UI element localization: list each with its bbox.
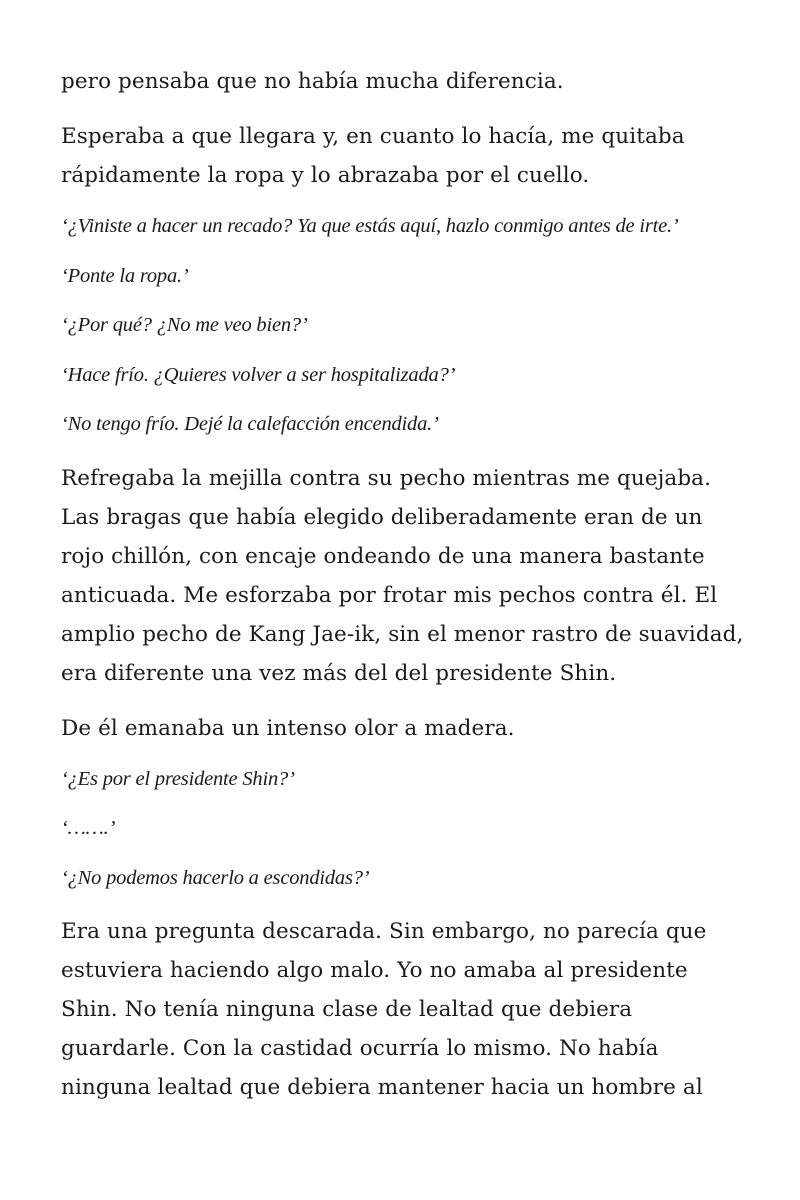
dialogue-line: ‘¿Por qué? ¿No me veo bien?’ <box>61 314 308 336</box>
dialogue-line: ‘…….’ <box>61 817 116 839</box>
dialogue-line: ‘¿No podemos hacerlo a escondidas?’ <box>61 866 370 889</box>
paragraph: pero pensaba que no había mucha diferencia. <box>61 69 564 94</box>
paragraph: Refregaba la mejilla contra su pecho mientras me quejaba. Las bragas que había elegido deliberadamente eran de un rojo chillón, con encaje ondeando de una manera bastante anticuada. Me esforzaba por frotar mis pechos contra él. El amplio pecho de Kang Jae-ik, sin el menor rastro de suavidad, era diferente una vez más del del presidente Shin. <box>61 465 744 686</box>
dialogue-line: ‘Ponte la ropa.’ <box>61 264 189 287</box>
paragraph: Esperaba a que llegara y, en cuanto lo hacía, me quitaba rápidamente la ropa y lo abrazaba por el cuello. <box>61 124 685 188</box>
paragraph: Era una pregunta descarada. Sin embargo, no parecía que estuviera haciendo algo malo. Yo no amaba al presidente Shin. No tenía ninguna clase de lealtad que debiera guardarle. Con la castidad ocurría lo mismo. No había ninguna lealtad que debiera mantener hacia un hombre al <box>61 919 707 1100</box>
page-content <box>61 62 751 1123</box>
dialogue-line: ‘No tengo frío. Dejé la calefacción encendida.’ <box>61 413 439 435</box>
paragraph: De él emanaba un intenso olor a madera. <box>61 715 515 741</box>
dialogue-line: ‘Hace frío. ¿Quieres volver a ser hospitalizada?’ <box>61 363 456 386</box>
dialogue-line: ‘¿Viniste a hacer un recado? Ya que estás aquí, hazlo conmigo antes de irte.’ <box>61 215 679 237</box>
dialogue-line: ‘¿Es por el presidente Shin?’ <box>61 767 295 790</box>
